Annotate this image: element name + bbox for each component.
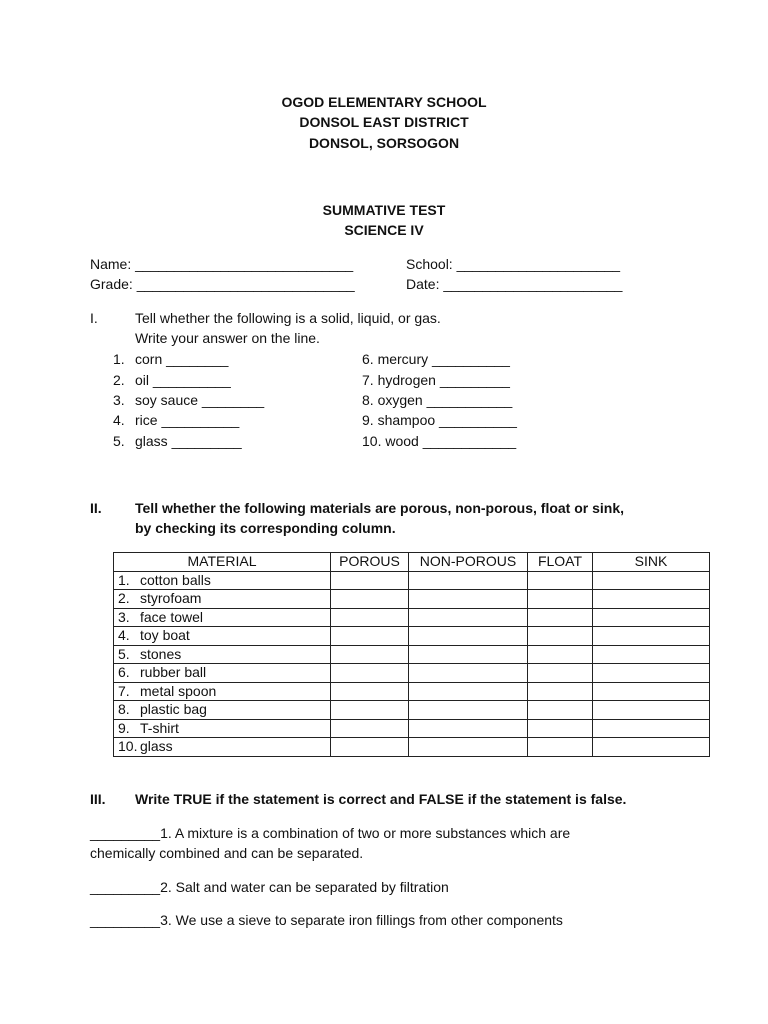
part1-item: 9. shampoo __________ (362, 412, 517, 428)
part1-item (113, 372, 231, 388)
header-float: FLOAT (528, 553, 593, 572)
non-porous-cell[interactable] (409, 719, 528, 738)
header-material: MATERIAL (114, 553, 331, 572)
material-cell (114, 590, 331, 609)
table-row (114, 571, 710, 590)
row-number: 9. (118, 719, 130, 736)
non-porous-cell[interactable] (409, 664, 528, 683)
porous-cell[interactable] (331, 701, 409, 720)
porous-cell[interactable] (331, 627, 409, 646)
row-number: 6. (118, 664, 130, 681)
material-name: face towel (140, 608, 204, 625)
non-porous-cell[interactable] (409, 590, 528, 609)
porous-cell[interactable] (331, 645, 409, 664)
sink-cell[interactable] (593, 682, 710, 701)
part1-instruction-line2: Write your answer on the line. (135, 330, 320, 346)
porous-cell[interactable] (331, 719, 409, 738)
table-row (114, 719, 710, 738)
sink-cell[interactable] (593, 571, 710, 590)
material-name: cotton balls (140, 571, 211, 588)
test-title: SUMMATIVE TEST (322, 202, 446, 218)
row-number: 8. (118, 701, 130, 718)
header-non-porous: NON-POROUS (409, 553, 528, 572)
part1-instruction-line1: Tell whether the following is a solid, liquid, or gas. (135, 310, 441, 326)
row-number: 1. (118, 571, 130, 588)
item-text: soy sauce ________ (135, 392, 265, 408)
float-cell[interactable] (528, 571, 593, 590)
true-false-item-1: _________1. A mixture is a combination of two or more substances which are (90, 825, 571, 841)
table-row (114, 608, 710, 627)
part1-item: 8. oxygen ___________ (362, 392, 513, 408)
material-name: plastic bag (140, 701, 207, 718)
row-number: 3. (118, 608, 130, 625)
material-name: rubber ball (140, 664, 207, 681)
porous-cell[interactable] (331, 590, 409, 609)
material-name: metal spoon (140, 682, 217, 699)
non-porous-cell[interactable] (409, 627, 528, 646)
non-porous-cell[interactable] (409, 738, 528, 757)
part3-numeral: III. (90, 791, 106, 807)
header-porous: POROUS (331, 553, 409, 572)
part1-item (113, 392, 264, 408)
grade-field[interactable]: Grade: ____________________________ (90, 276, 355, 292)
materials-table (113, 552, 710, 757)
item-text: corn ________ (135, 351, 229, 367)
sink-cell[interactable] (593, 627, 710, 646)
part2-numeral: II. (90, 500, 102, 516)
non-porous-cell[interactable] (409, 701, 528, 720)
table-row (114, 738, 710, 757)
true-false-item-2: _________2. Salt and water can be separated by filtration (90, 879, 449, 895)
row-number: 5. (118, 645, 130, 662)
part1-item: 6. mercury __________ (362, 351, 510, 367)
non-porous-cell[interactable] (409, 645, 528, 664)
sink-cell[interactable] (593, 590, 710, 609)
material-cell (114, 645, 331, 664)
row-number: 7. (118, 682, 130, 699)
material-cell (114, 571, 331, 590)
non-porous-cell[interactable] (409, 682, 528, 701)
material-name: stones (140, 645, 182, 662)
material-name: T-shirt (140, 719, 179, 736)
material-cell (114, 627, 331, 646)
float-cell[interactable] (528, 738, 593, 757)
material-cell (114, 664, 331, 683)
name-field[interactable]: Name: ____________________________ (90, 256, 354, 272)
part3-instruction: Write TRUE if the statement is correct and FALSE if the statement is false. (135, 791, 627, 807)
item-number: 5. (113, 433, 125, 449)
part1-item (113, 412, 239, 428)
material-cell (114, 608, 331, 627)
row-number: 2. (118, 590, 130, 607)
table-row (114, 701, 710, 720)
porous-cell[interactable] (331, 608, 409, 627)
float-cell[interactable] (528, 627, 593, 646)
material-name: glass (140, 738, 173, 755)
part1-item (113, 433, 242, 449)
porous-cell[interactable] (331, 664, 409, 683)
table-row (114, 682, 710, 701)
porous-cell[interactable] (331, 738, 409, 757)
school-field[interactable]: School: _____________________ (406, 256, 621, 272)
float-cell[interactable] (528, 719, 593, 738)
material-cell (114, 701, 331, 720)
item-text: glass _________ (135, 433, 242, 449)
part1-item (113, 351, 228, 367)
header-sink: SINK (593, 553, 710, 572)
porous-cell[interactable] (331, 682, 409, 701)
float-cell[interactable] (528, 701, 593, 720)
material-name: styrofoam (140, 590, 202, 607)
material-cell (114, 738, 331, 757)
row-number: 4. (118, 627, 130, 644)
item-number: 1. (113, 351, 125, 367)
sink-cell[interactable] (593, 738, 710, 757)
float-cell[interactable] (528, 608, 593, 627)
item-number: 3. (113, 392, 125, 408)
sink-cell[interactable] (593, 701, 710, 720)
item-text: oil __________ (135, 372, 231, 388)
item-text: rice __________ (135, 412, 240, 428)
material-cell (114, 682, 331, 701)
porous-cell[interactable] (331, 571, 409, 590)
true-false-item-3: _________3. We use a sieve to separate iron fillings from other components (90, 912, 563, 928)
sink-cell[interactable] (593, 664, 710, 683)
part1-item: 7. hydrogen _________ (362, 372, 510, 388)
table-row (114, 664, 710, 683)
part1-item: 10. wood ____________ (362, 433, 517, 449)
material-cell (114, 719, 331, 738)
non-porous-cell[interactable] (409, 571, 528, 590)
school-address: DONSOL, SORSOGON (308, 135, 460, 151)
part1-numeral: I. (90, 310, 98, 326)
table-row (114, 590, 710, 609)
part2-instruction-line2: by checking its corresponding column. (135, 520, 396, 536)
sink-cell[interactable] (593, 645, 710, 664)
float-cell[interactable] (528, 664, 593, 683)
table-row (114, 645, 710, 664)
subject-title: SCIENCE IV (344, 222, 424, 238)
float-cell[interactable] (528, 645, 593, 664)
item-number: 2. (113, 372, 125, 388)
row-number: 10. (118, 738, 138, 755)
part2-instruction-line1: Tell whether the following materials are porous, non-porous, float or sink, (135, 500, 625, 516)
float-cell[interactable] (528, 590, 593, 609)
sink-cell[interactable] (593, 608, 710, 627)
true-false-item-1-continued: chemically combined and can be separated. (90, 845, 364, 861)
table-header-row (114, 553, 710, 572)
sink-cell[interactable] (593, 719, 710, 738)
non-porous-cell[interactable] (409, 608, 528, 627)
date-field[interactable]: Date: _______________________ (406, 276, 623, 292)
item-number: 4. (113, 412, 125, 428)
district-name: DONSOL EAST DISTRICT (299, 114, 469, 130)
table-row (114, 627, 710, 646)
school-name: OGOD ELEMENTARY SCHOOL (281, 94, 487, 110)
float-cell[interactable] (528, 682, 593, 701)
material-name: toy boat (140, 627, 190, 644)
